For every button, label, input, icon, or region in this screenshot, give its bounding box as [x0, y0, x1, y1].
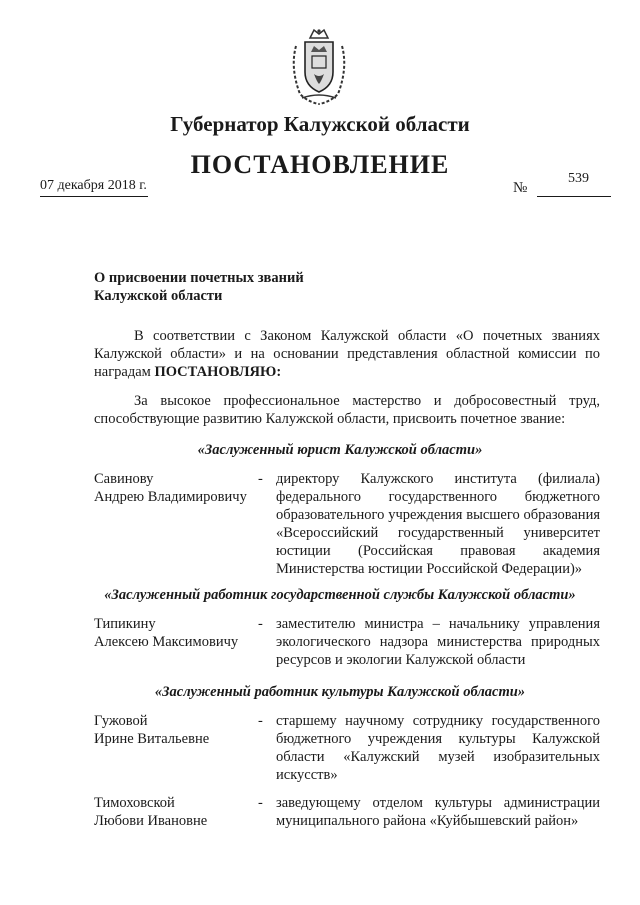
recipient-surname: Савинову: [94, 471, 154, 487]
dash-separator: -: [258, 471, 263, 487]
issuing-authority: Губернатор Калужской области: [170, 112, 470, 136]
award-title: «Заслуженный юрист Калужской области»: [197, 442, 483, 458]
recipient-given-names: Ирине Витальевне: [94, 731, 210, 747]
recipient-position: заведующему отделом культуры администрации муниципального района «Куйбышевский район»: [276, 795, 600, 829]
document-type: ПОСТАНОВЛЕНИЕ: [190, 150, 450, 179]
recipient-position: директору Калужского института (филиала) федерального государственного бюджетного образовательного учреждения высшего образования «Всероссийский государственный университет юстиции (Российская правовая академия Министерства юстиции Российской Федерации)»: [276, 471, 600, 577]
dash-separator: -: [258, 616, 263, 632]
subject-line-1: О присвоении почетных званий: [94, 270, 304, 286]
recipient-surname: Типикину: [94, 616, 156, 632]
award-title: «Заслуженный работник государственной службы Калужской области»: [104, 587, 576, 603]
recipient-name: [94, 712, 254, 748]
award-title: «Заслуженный работник культуры Калужской области»: [154, 684, 526, 700]
document-date: 07 декабря 2018 г.: [40, 178, 148, 197]
recipient-name: [94, 615, 254, 651]
document-subject: [94, 269, 394, 305]
recipient-given-names: Алексею Максимовичу: [94, 634, 239, 650]
preamble-text: В соответствии с Законом Калужской области «О почетных званиях Калужской области» и на основании представления областной комиссии по наградам: [94, 328, 600, 380]
recipient-surname: Гужовой: [94, 713, 148, 729]
recipient-given-names: Любови Ивановне: [94, 813, 208, 829]
document-number: 539: [568, 171, 589, 186]
recipient-name: [94, 470, 254, 506]
recipient-name: [94, 794, 254, 830]
preamble-paragraph: [94, 327, 600, 381]
recipient-surname: Тимоховской: [94, 795, 175, 811]
coat-of-arms-icon: [288, 28, 350, 106]
number-label: №: [513, 180, 528, 196]
decree-keyword: ПОСТАНОВЛЯЮ:: [154, 364, 282, 380]
number-underline: [537, 196, 611, 197]
recipient-position: заместителю министра – начальнику управления экологического надзора министерства природных ресурсов и экологии Калужской области: [276, 616, 600, 668]
dash-separator: -: [258, 795, 263, 811]
recipient-given-names: Андрею Владимировичу: [94, 489, 247, 505]
subject-line-2: Калужской области: [94, 288, 223, 304]
dash-separator: -: [258, 713, 263, 729]
recipient-position: старшему научному сотруднику государственного бюджетного учреждения культуры Калужской области «Калужский музей изобразительных искусств»: [276, 713, 600, 783]
award-paragraph: За высокое профессиональное мастерство и добросовестный труд, способствующие развитию Калужской области, присвоить почетное звание:: [94, 393, 600, 427]
